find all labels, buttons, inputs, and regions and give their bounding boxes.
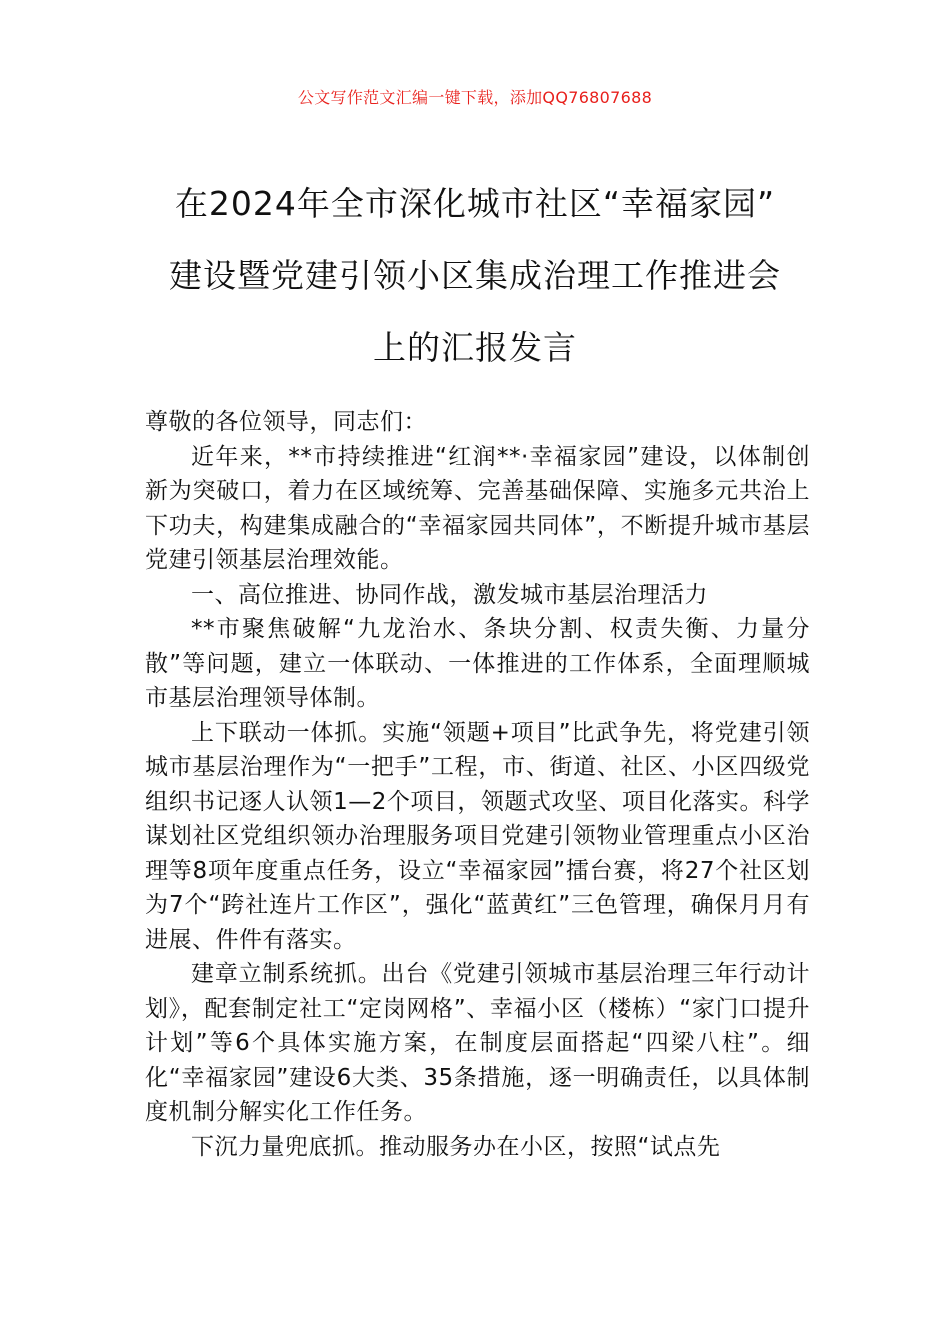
paragraph-intro: 近年来，**市持续推进“红润**·幸福家园”建设，以体制创新为突破口，着力在区域统筹、完善基础保障、实施多元共治上下功夫，构建集成融合的“幸福家园共同体”，不断提升城市基层党建引领基层治理效能。 [145,443,810,573]
paragraph-overview: **市聚焦破解“九龙治水、条块分割、权责失衡、力量分散”等问题，建立一体联动、一体推进的工作体系，全面理顺城市基层治理领导体制。 [145,616,810,711]
paragraph-resources: 下沉力量兜底抓。推动服务办在小区，按照“试点先 [191,1133,721,1160]
document-title [120,168,830,384]
section-heading: 一、高位推进、协同作战，激发城市基层治理活力 [191,581,708,608]
salutation: 尊敬的各位领导，同志们： [145,409,427,435]
header-download-note: 公文写作范文汇编一键下载，添加QQ76807688 [297,88,653,107]
title-line: 在2024年全市深化城市社区“幸福家园” [174,184,776,223]
title-line: 建设暨党建引领小区集成治理工作推进会 [169,256,781,295]
paragraph-rules: 建章立制系统抓。出台《党建引领城市基层治理三年行动计划》，配套制定社工“定岗网格”、幸福小区（楼栋）“家门口提升计划”等6个具体实施方案，在制度层面搭起“四梁八柱”。细化“幸福家园”建设6大类、35条措施，逐一明确责任，以具体制度机制分解实化工作任务。 [145,961,810,1125]
title-line: 上的汇报发言 [373,328,577,367]
paragraph-linkage: 上下联动一体抓。实施“领题+项目”比武争先，将党建引领城市基层治理作为“一把手”工程，市、街道、社区、小区四级党组织书记逐人认领1—2个项目，领题式攻坚、项目化落实。科学谋划社区党组织领办治理服务项目党建引领物业管理重点小区治理等8项年度重点任务，设立“幸福家园”擂台赛，将27个社区划为7个“跨社连片工作区”，强化“蓝黄红”三色管理，确保月月有进展、件件有落实。 [145,719,810,953]
document-body [145,405,810,1164]
